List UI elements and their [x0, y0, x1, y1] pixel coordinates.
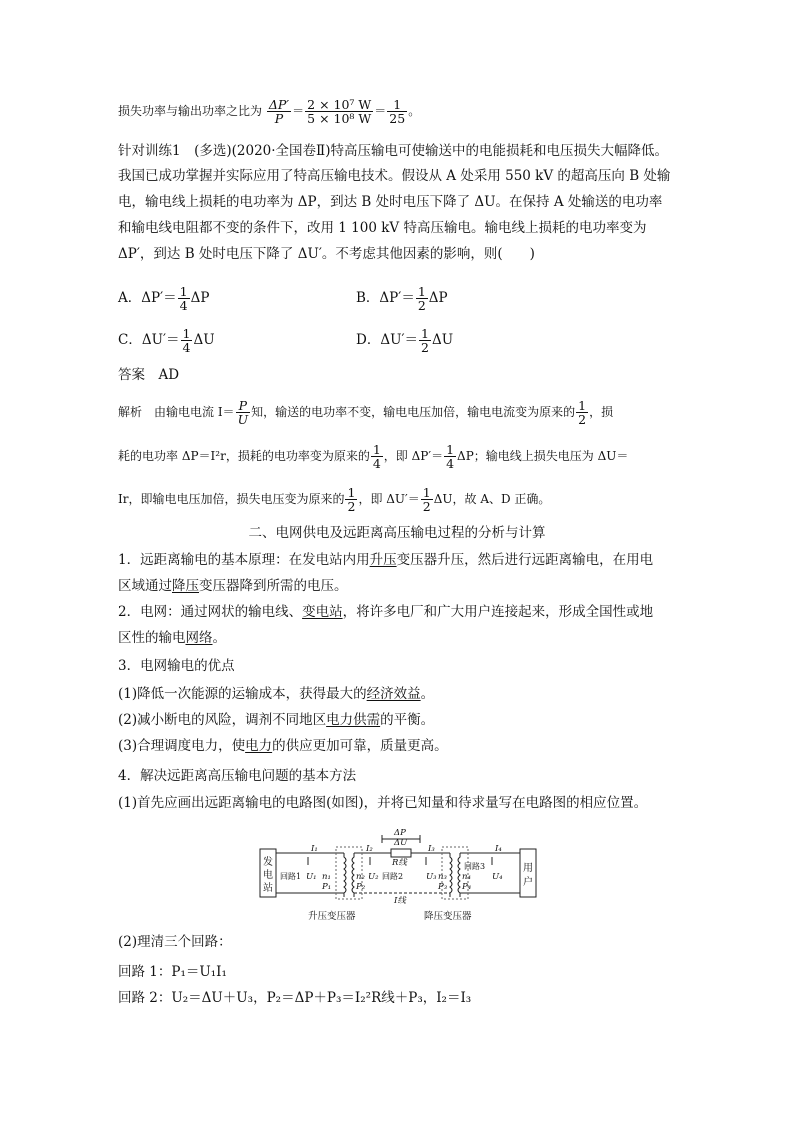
frac-den: 4 — [179, 298, 188, 313]
text: 区域通过 — [118, 578, 172, 594]
analysis-line-2 — [118, 443, 628, 470]
option-b-fraction — [416, 285, 428, 312]
text: 区性的输电 — [118, 630, 186, 646]
frac-num: 1 — [387, 98, 407, 112]
label-loop3: 回路3 — [464, 862, 486, 871]
frac-den: 2 — [417, 298, 426, 313]
loop2-equation: 回路 2：U₂＝ΔU＋U₃，P₂＝ΔP＋P₃＝I₂²R线＋P₃，I₂＝I₃ — [118, 990, 472, 1006]
analysis-text: ΔU，故 A、D 正确。 — [433, 492, 551, 506]
label-i4: I₄ — [495, 844, 502, 854]
underlined-term: 变电站 — [302, 604, 343, 620]
text: (1)降低一次能源的运输成本，获得最大的 — [118, 686, 367, 702]
label-p4: P₄ — [462, 882, 472, 892]
frac-num: 1 — [578, 398, 587, 413]
section-title: 二、电网供电及远距离高压输电过程的分析与计算 — [248, 525, 546, 541]
secondary-coil-4 — [458, 853, 460, 897]
frac-num: 1 — [446, 442, 455, 457]
station-label-char: 电 — [263, 870, 273, 881]
text: (3)合理调度电力，使 — [118, 738, 246, 754]
problem-line-3: 电，输电线上损耗的电功率为 ΔP，到达 B 处时电压下降了 ΔU。在保持 A 处输送的电功率 — [118, 194, 663, 210]
transmission-circuit-diagram — [258, 827, 540, 923]
label-i-line: I线 — [394, 896, 406, 906]
text: 的平衡。 — [380, 712, 435, 728]
loss-ratio-prefix: 损失功率与输出功率之比为 — [118, 104, 263, 118]
option-a-label: A．ΔP′＝ — [118, 290, 177, 306]
frac-num: P — [236, 399, 251, 413]
fraction-dp-over-p — [267, 98, 291, 125]
frac-num: 1 — [182, 326, 191, 341]
equals-sign: ＝ — [292, 104, 305, 118]
option-c-label: C．ΔU′＝ — [118, 332, 180, 348]
underlined-term: 降压 — [172, 578, 199, 594]
text: 1．远距离输电的基本原理：在发电站内用 — [118, 552, 370, 568]
analysis-text: ，即 ΔP′＝ — [383, 449, 444, 463]
analysis-text: 知，输送的电功率不变，输电电压加倍，输电电流变为原来的 — [251, 405, 576, 419]
label-delta-p: ΔP — [394, 828, 406, 838]
problem-line-2: 我国已成功掌握并实际应用了特高压输电技术。假设从 A 处采用 550 kV 的超高压向 B 处输 — [118, 168, 671, 184]
option-d — [356, 327, 453, 354]
secondary-coil-2 — [352, 853, 354, 897]
loop1-equation: 回路 1：P₁＝U₁I₁ — [118, 964, 227, 980]
label-step-up: 升压变压器 — [308, 911, 356, 922]
frac-den: P — [274, 111, 284, 126]
station-label-char: 站 — [263, 883, 273, 894]
frac-den: 4 — [372, 456, 381, 471]
label-step-down: 降压变压器 — [424, 911, 472, 922]
method-step-2: (2)理清三个回路： — [118, 934, 232, 950]
label-i3: I₃ — [428, 844, 435, 854]
fraction-quarter — [444, 443, 456, 470]
analysis-text: 解析 由输电电流 I＝ — [118, 405, 235, 419]
underlined-term: 电力 — [245, 738, 273, 754]
fraction-result — [387, 98, 407, 125]
station-label-char: 发 — [263, 857, 273, 868]
text: 变压器升压，然后进行远距离输电，在用电 — [396, 552, 654, 568]
analysis-text: 耗的电功率 ΔP＝I²r，损耗的电功率变为原来的 — [118, 449, 370, 463]
fraction-quarter — [371, 443, 383, 470]
label-u3: U₃ — [426, 872, 437, 882]
primary-coil-1 — [344, 853, 346, 897]
label-u1: U₁ — [306, 872, 317, 882]
underlined-term: 升压 — [369, 552, 397, 568]
advantage-3 — [118, 736, 448, 756]
fraction-half — [576, 399, 588, 426]
frac-den: 5 × 10⁸ W — [307, 111, 372, 126]
underlined-term: 经济效益 — [366, 686, 421, 702]
analysis-line-1 — [118, 399, 613, 426]
text: 2．电网：通过网状的输电线、 — [118, 604, 303, 620]
equals-sign: ＝ — [374, 104, 387, 118]
label-i1: I₁ — [311, 844, 318, 854]
problem-line-5: ΔP′，到达 B 处时电压下降了 ΔU′。不考虑其他因素的影响，则( ) — [118, 246, 535, 262]
frac-den: 2 — [347, 499, 356, 514]
text: 的供应更加可靠，质量更高。 — [272, 738, 448, 754]
line-resistor — [391, 849, 411, 857]
label-i2: I₂ — [366, 844, 373, 854]
frac-den: 2 — [422, 499, 431, 514]
advantages-heading: 3．电网输电的优点 — [118, 658, 235, 674]
label-n2: n₂ — [356, 872, 365, 882]
advantage-1 — [118, 684, 434, 704]
option-d-tail: ΔU — [431, 332, 454, 348]
label-r-line: R线 — [392, 858, 407, 868]
method-heading: 4．解决远距离高压输电问题的基本方法 — [118, 768, 357, 784]
answer: 答案 AD — [118, 367, 180, 383]
label-delta-u: ΔU — [394, 838, 408, 848]
option-a — [118, 285, 209, 312]
problem-line-4: 和输电线电阻都不变的条件下，改用 1 100 kV 特高压输电。输电线上损耗的电功率变为 — [118, 220, 647, 236]
text: 变压器降到所需的电压。 — [199, 578, 348, 594]
option-a-fraction — [178, 285, 190, 312]
loss-ratio-line — [118, 98, 420, 125]
user-label-char: 用 — [523, 863, 533, 874]
label-p3: P₃ — [438, 882, 448, 892]
frac-den: U — [237, 412, 249, 427]
option-c-tail: ΔU — [193, 332, 215, 348]
text: 。 — [212, 630, 226, 646]
frac-den: 2 — [421, 340, 429, 355]
option-d-fraction — [419, 327, 431, 354]
label-n1: n₁ — [322, 872, 331, 882]
grid-line-2 — [118, 628, 226, 648]
option-b — [356, 285, 448, 312]
frac-num: ΔP′ — [268, 97, 290, 112]
frac-den: 25 — [389, 111, 406, 126]
label-loop2: 回路2 — [382, 872, 404, 881]
label-loop1: 回路1 — [280, 872, 302, 881]
label-p1: P₁ — [322, 882, 332, 892]
method-step-1: (1)首先应画出远距离输电的电路图(如图)，并将已知量和待求量写在电路图的相应位置。 — [118, 795, 648, 811]
option-c — [118, 327, 215, 354]
analysis-text: ΔP；输电线上损失电压为 ΔU＝ — [457, 449, 629, 463]
option-a-tail: ΔP — [190, 290, 210, 306]
advantage-2 — [118, 710, 434, 730]
option-b-label: B．ΔP′＝ — [356, 290, 415, 306]
fraction-half — [345, 486, 357, 513]
label-u2: U₂ — [368, 872, 379, 882]
underlined-term: 电力供需 — [326, 712, 381, 728]
frac-den: 2 — [578, 412, 587, 427]
period: 。 — [408, 104, 421, 118]
analysis-text: Ir，即输电电压加倍，损失电压变为原来的 — [118, 492, 345, 506]
frac-num: 1 — [417, 284, 426, 299]
frac-num: 2 × 10⁷ W — [307, 97, 372, 112]
analysis-text: ，即 ΔU′＝ — [358, 492, 420, 506]
text: ，将许多电厂和广大用户连接起来，形成全国性或地 — [342, 604, 654, 620]
label-u4: U₄ — [492, 872, 503, 882]
option-d-label: D．ΔU′＝ — [356, 332, 419, 348]
analysis-line-3 — [118, 486, 550, 513]
fraction-values — [305, 98, 373, 125]
frac-den: 4 — [446, 456, 455, 471]
frac-num: 1 — [421, 326, 429, 341]
frac-den: 4 — [182, 340, 191, 355]
frac-num: 1 — [372, 442, 381, 457]
principle-line-2 — [118, 576, 348, 596]
user-label-char: 户 — [523, 877, 533, 888]
text: 。 — [420, 686, 435, 702]
frac-num: 1 — [347, 485, 356, 500]
grid-line-1 — [118, 602, 653, 622]
fraction-half — [421, 486, 433, 513]
analysis-text: ，损 — [589, 405, 614, 419]
frac-num: 1 — [179, 284, 188, 299]
underlined-term: 网络 — [185, 630, 213, 646]
problem-line-1: 针对训练1 (多选)(2020·全国卷Ⅱ)特高压输电可使输送中的电能损耗和电压损失大幅降低。 — [118, 143, 668, 159]
label-p2: P₂ — [356, 882, 366, 892]
principle-line-1 — [118, 550, 653, 570]
frac-num: 1 — [422, 485, 431, 500]
label-n4: n₄ — [462, 872, 471, 882]
primary-coil-3 — [450, 853, 452, 897]
option-b-tail: ΔP — [428, 290, 448, 306]
label-n3: n₃ — [438, 872, 447, 882]
text: (2)减小断电的风险，调剂不同地区 — [118, 712, 327, 728]
fraction-p-over-u — [236, 399, 251, 426]
option-c-fraction — [181, 327, 193, 354]
